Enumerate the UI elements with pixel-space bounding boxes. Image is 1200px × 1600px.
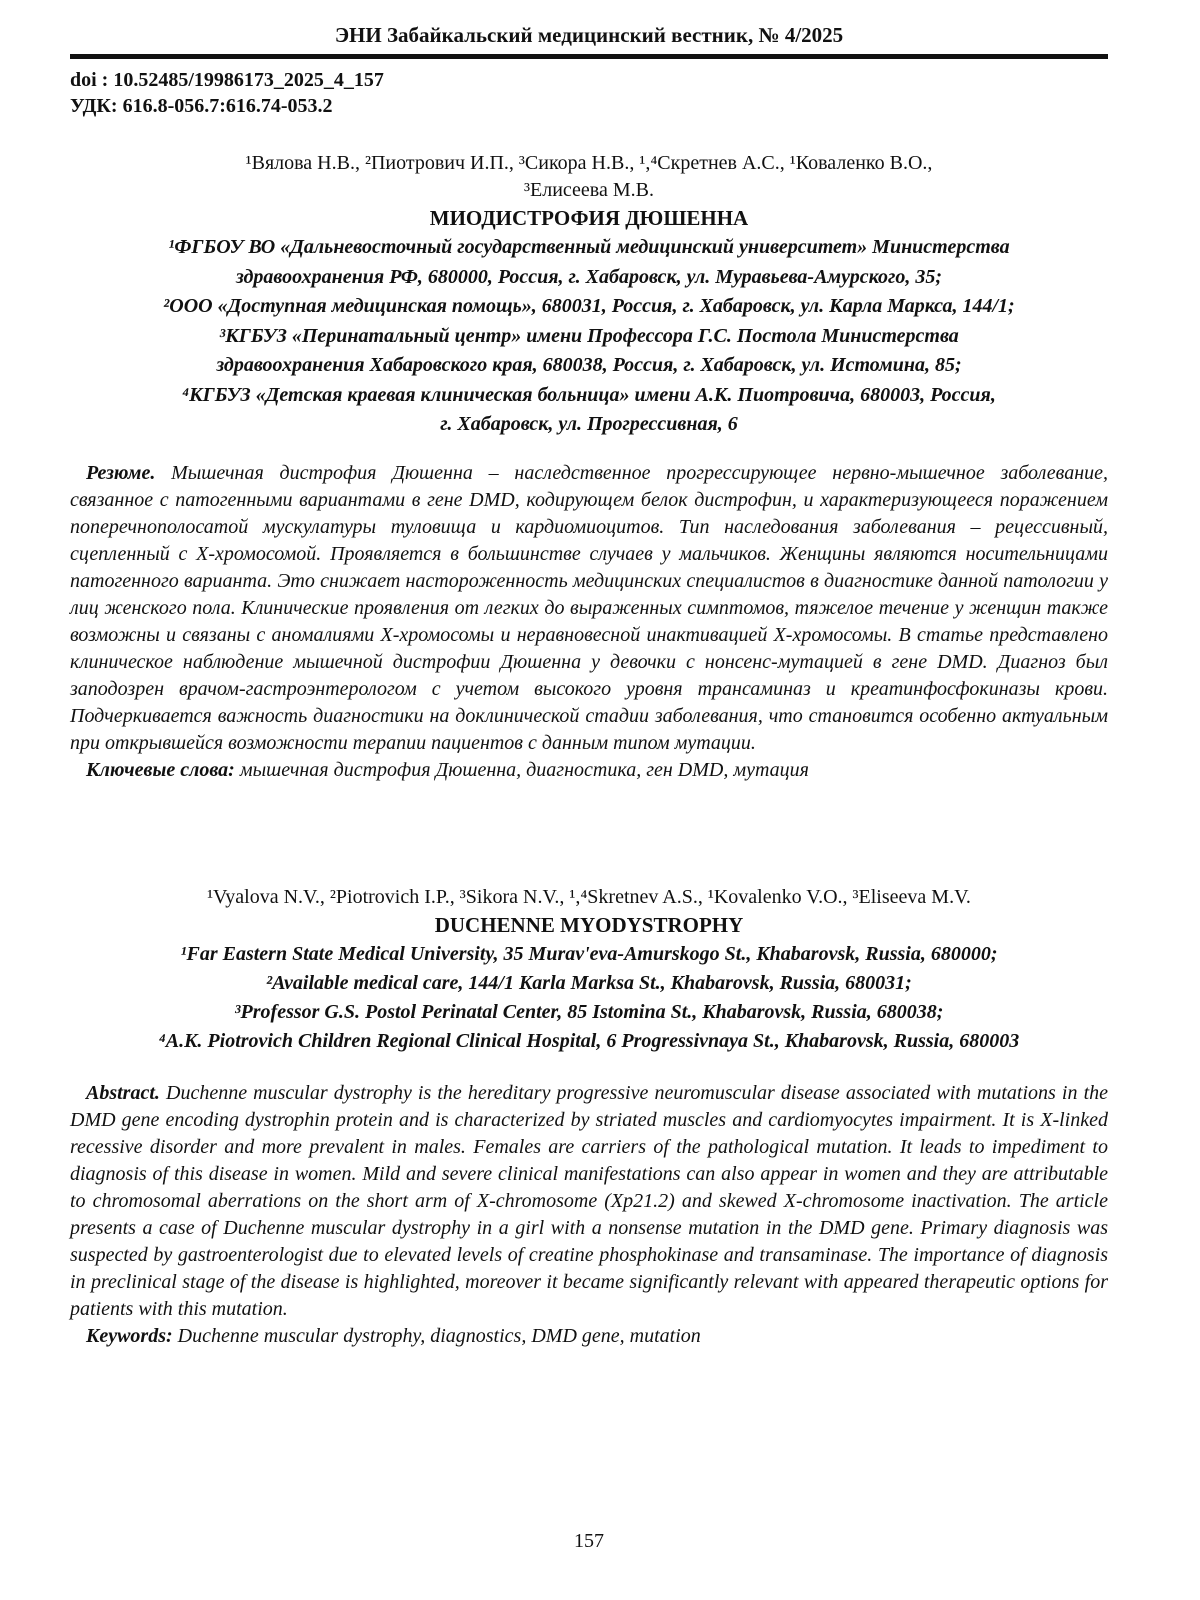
affiliation-line: г. Хабаровск, ул. Прогрессивная, 6	[440, 413, 738, 435]
authors-en: ¹Vyalova N.V., ²Piotrovich I.P., ³Sikora N.V., ¹,⁴Skretnev A.S., ¹Kovalenko V.O., ³Eliseeva M.V.	[207, 886, 971, 908]
abstract-en-text: Duchenne muscular dystrophy is the hereditary progressive neuromuscular disease associated with mutations in the DMD gene encoding dystrophin protein and is characterized by striated muscles and cardiomyocytes impairment. It is X-linked recessive disorder and more prevalent in males. Females are carriers of the pathological mutation. It leads to impediment to diagnosis of this disease in women. Mild and severe clinical manifestations can also appear in women and they are attributable to chromosomal aberrations on the short arm of X-chromosome (Xp21.2) and skewed X-chromosome inactivation. The article presents a case of Duchenne muscular dystrophy in a girl with a nonsense mutation in the DMD gene. Primary diagnosis was suspected by gastroenterologist due to elevated levels of creatine phosphokinase and transaminase. The importance of diagnosis in preclinical stage of the disease is highlighted, moreover it became significantly relevant with appeared therapeutic options for patients with this mutation.	[70, 1082, 1109, 1320]
doi: doi : 10.52485/19986173_2025_4_157	[70, 69, 384, 91]
keywords-ru	[70, 757, 1108, 784]
abstract-ru	[70, 460, 1108, 784]
affiliation-line: ⁴КГБУЗ «Детская краевая клиническая больница» имени А.К. Пиотровича, 680003, Россия,	[182, 383, 996, 406]
header-rule	[70, 54, 1108, 59]
authors-ru-line: ³Елисеева М.В.	[524, 179, 654, 201]
keywords-ru-text: мышечная дистрофия Дюшенна, диагностика, ген DMD, мутация	[239, 759, 809, 781]
title-ru: МИОДИСТРОФИЯ ДЮШЕННА	[429, 206, 749, 230]
affiliation-line: ¹Far Eastern State Medical University, 35 Murav'eva-Amurskogo St., Khabarovsk, Russia, 680000;	[180, 943, 998, 965]
udk: УДК: 616.8-056.7:616.74-053.2	[70, 95, 333, 117]
abstract-ru-text: Мышечная дистрофия Дюшенна – наследственное прогрессирующее нервно-мышечное заболевание, связанное с патогенными вариантами в гене DMD, кодирующем белок дистрофин, и характеризующееся поражением поперечнополосатой мускулатуры туловища и кардиомиоцитов. Тип наследования заболевания – рецессивный, сцепленный с X-хромосомой. Проявляется в большинстве случаев у мальчиков. Женщины являются носительницами патогенного варианта. Это снижает настороженность медицинских специалистов в диагностике данной патологии у лиц женского пола. Клинические проявления от легких до выраженных симптомов, тяжелое течение у женщин также возможны и связаны с аномалиями X-хромосомы и неравновесной инактивацией X-хромосомы. В статье представлено клиническое наблюдение мышечной дистрофии Дюшенна у девочки с нонсенс-мутацией в гене DMD. Диагноз был заподозрен врачом-гастроэнтерологом с учетом высокого уровня трансаминаз и креатинфосфокиназы крови. Подчеркивается важность диагностики на доклинической стадии заболевания, что становится особенно актуальным при открывшейся возможности терапии пациентов с данным типом мутации.	[70, 462, 1109, 754]
keywords-en	[70, 1323, 1108, 1350]
keywords-en-label: Keywords:	[86, 1325, 173, 1347]
authors-ru	[70, 150, 1108, 204]
affiliations-en	[70, 940, 1108, 1056]
affiliation-line: здравоохранения РФ, 680000, Россия, г. Хабаровск, ул. Муравьева-Амурского, 35;	[235, 265, 943, 288]
affiliation-line: ²Available medical care, 144/1 Karla Marksa St., Khabarovsk, Russia, 680031;	[266, 972, 912, 994]
abstract-en-label: Abstract.	[86, 1082, 160, 1104]
journal-header: ЭНИ Забайкальский медицинский вестник, № 4/2025	[334, 23, 844, 47]
affiliation-line: ³КГБУЗ «Перинатальный центр» имени Профессора Г.С. Постола Министерства	[219, 324, 959, 347]
affiliations-ru	[70, 233, 1108, 440]
authors-ru-line: ¹Вялова Н.В., ²Пиотрович И.П., ³Сикора Н.В., ¹,⁴Скретнев А.С., ¹Коваленко В.О.,	[245, 152, 933, 174]
abstract-ru-paragraph	[70, 460, 1108, 757]
article-meta	[70, 67, 384, 119]
page-number: 157	[574, 1530, 604, 1552]
article-page	[70, 0, 1108, 1600]
affiliation-line: ³Professor G.S. Postol Perinatal Center, 85 Istomina St., Khabarovsk, Russia, 680038;	[234, 1001, 944, 1023]
abstract-en-paragraph	[70, 1080, 1108, 1323]
abstract-en	[70, 1080, 1108, 1350]
affiliation-line: ²ООО «Доступная медицинская помощь», 680031, Россия, г. Хабаровск, ул. Карла Маркса, 144/1;	[163, 295, 1015, 317]
abstract-ru-label: Резюме.	[86, 462, 156, 484]
keywords-ru-label: Ключевые слова:	[86, 759, 235, 781]
title-en: DUCHENNE MYODYSTROPHY	[434, 913, 744, 937]
affiliation-line: ⁴A.K. Piotrovich Children Regional Clinical Hospital, 6 Progressivnaya St., Khabarovsk, Russia, 680003	[158, 1030, 1020, 1052]
keywords-en-text: Duchenne muscular dystrophy, diagnostics, DMD gene, mutation	[177, 1325, 701, 1347]
affiliation-line: ¹ФГБОУ ВО «Дальневосточный государственный медицинский университет» Министерства	[168, 236, 1010, 258]
affiliation-line: здравоохранения Хабаровского края, 680038, Россия, г. Хабаровск, ул. Истомина, 85;	[216, 354, 962, 376]
